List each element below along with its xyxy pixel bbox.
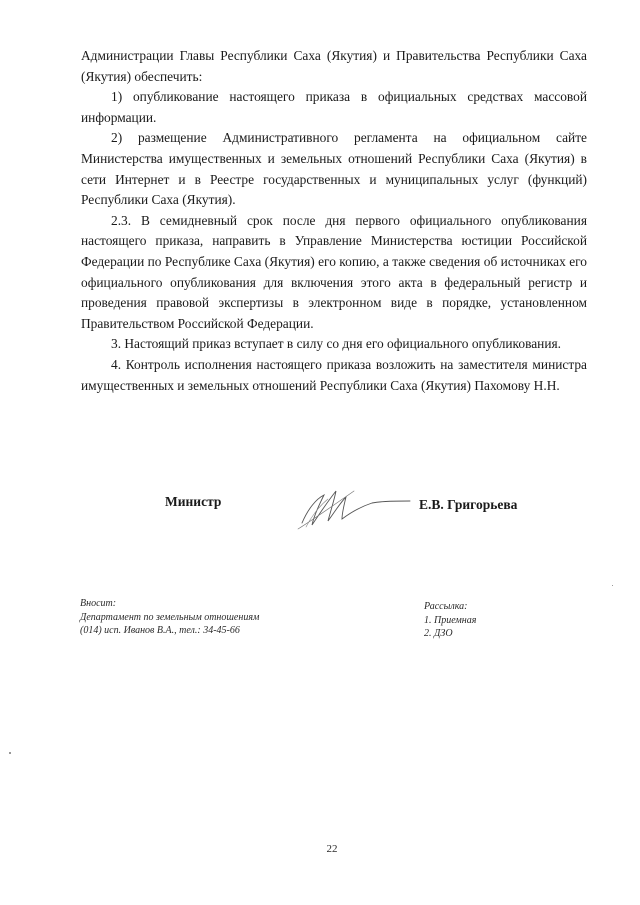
submitted-by-block [80,597,259,638]
page-number: 22 [326,843,338,855]
submitted-by-department: Департамент по земельным отношениям [80,611,260,623]
signatory-title: Министр [165,494,222,509]
signature-block [0,492,640,532]
signatory-name: Е.В. Григорьева [419,497,518,512]
scan-speck [612,585,613,586]
submitted-by-label: Вносит: [80,598,117,609]
distribution-block [424,600,476,641]
distribution-label: Рассылка: [424,601,468,612]
paragraph-item-1: 1) опубликование настоящего приказа в официальных средствах массовой информации. [81,89,587,125]
paragraph-item-2: 2) размещение Административного регламента на официальном сайте Министерства имущественных и земельных отношений Республики Саха (Якутия) в сети Интернет и в Реестре государственных и муниципальных услуг (функций) Республики Саха (Якутия). [81,130,587,208]
document-body [81,46,587,396]
distribution-item-1: 1. Приемная [424,614,477,626]
handwritten-signature [294,479,414,535]
paragraph-4: 4. Контроль исполнения настоящего приказа возложить на заместителя министра имущественных и земельных отношений Республики Саха (Якутия) Пахомову Н.Н. [81,356,587,393]
paragraph-2-3: 2.3. В семидневный срок после дня первого официального опубликования настоящего приказа, направить в Управление Министерства юстиции Российской Федерации по Республике Саха (Якутия) его копию, а также сведения об источниках его официального опубликования для включения этого акта в федеральный регистр и проведения правовой экспертизы в электронном виде в порядке, установленном Правительством Российской Федерации. [81,212,587,331]
distribution-item-2: 2. ДЗО [424,628,453,639]
paragraph-3: 3. Настоящий приказ вступает в силу со дня его официального опубликования. [111,336,561,352]
scan-speck [9,752,11,754]
submitted-by-contact: (014) исп. Иванов В.А., тел.: 34-45-66 [80,625,240,636]
paragraph-continuation: Администрации Главы Республики Саха (Якутия) и Правительства Республики Саха (Якутия) обеспечить: [81,48,587,84]
